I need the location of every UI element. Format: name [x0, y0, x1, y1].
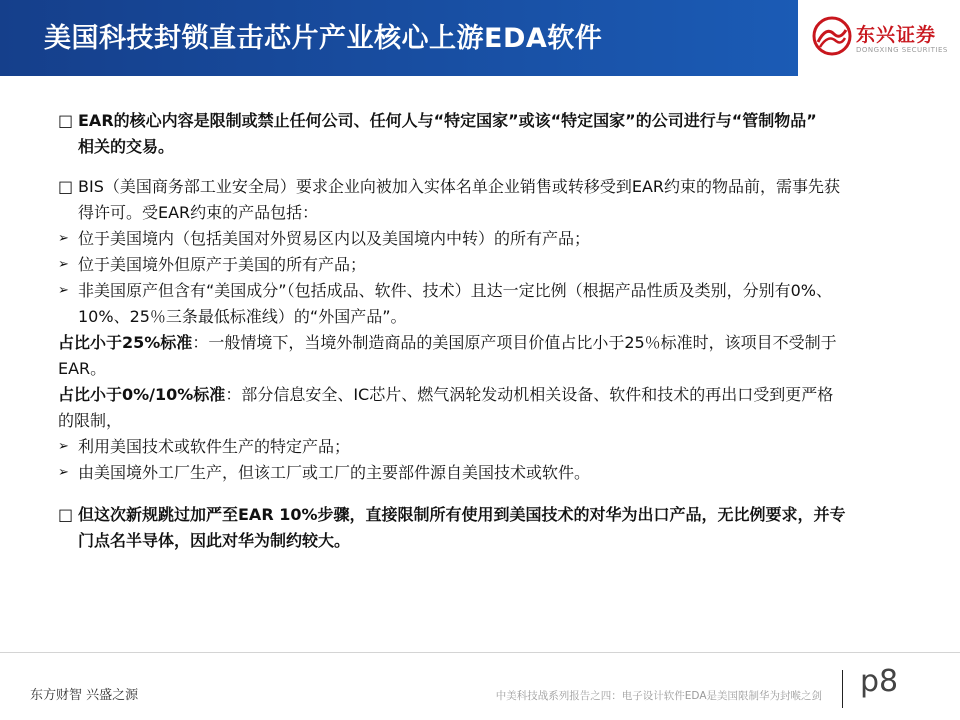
text-line: 的限制，: [58, 411, 123, 430]
footer-report-title: 中美科技战系列报告之四：电子设计软件EDA是美国限制华为封喉之剑: [495, 690, 822, 702]
rule-0-10-percent: [58, 382, 932, 434]
list-item: [58, 460, 932, 486]
square-bullet-icon: □: [58, 111, 74, 130]
text-line: 得许可。受EAR约束的产品包括：: [78, 203, 319, 222]
company-logo: [798, 0, 960, 76]
logo-text-en: DONGXING SECURITIES: [856, 46, 948, 54]
text-line: [58, 330, 932, 356]
list-item-text: 10%、25％三条最低标准线）的“外国产品”。: [78, 307, 407, 326]
arrow-bullet-icon: ➢: [58, 465, 69, 480]
text-line: [58, 382, 932, 408]
arrow-bullet-icon: ➢: [58, 231, 69, 246]
page-number-separator: [842, 670, 843, 708]
list-item-text: 位于美国境内（包括美国对外贸易区内以及美国境内中转）的所有产品；: [78, 229, 591, 248]
text-line: 相关的交易。: [78, 137, 175, 156]
slide-header: [0, 0, 960, 76]
list-item-text: 非美国原产但含有“美国成分”（包括成品、软件、技术）且达一定比例（根据产品性质及类别，分别有0%、: [78, 281, 832, 300]
paragraph-new-rule: [58, 502, 932, 554]
arrow-bullet-icon: ➢: [58, 257, 69, 272]
list-item: [58, 434, 932, 460]
paragraph-bis: [58, 174, 932, 226]
text-line: EAR。: [58, 359, 107, 378]
list-item: [58, 252, 932, 278]
list-item-text: 利用美国技术或软件生产的特定产品；: [78, 437, 351, 456]
rule-0-label: 占比小于0%/10%标准: [58, 385, 226, 404]
arrow-bullet-icon: ➢: [58, 283, 69, 298]
page-number: p8: [860, 664, 899, 699]
logo-text-cn: 东兴证券: [856, 24, 937, 46]
rule-0-text: ：部分信息安全、IC芯片、燃气涡轮发动机相关设备、软件和技术的再出口受到更严格: [225, 385, 834, 404]
text-line: BIS（美国商务部工业安全局）要求企业向被加入实体名单企业销售或转移受到EAR约束的物品前，需事先获: [78, 177, 841, 196]
list-item: [58, 278, 932, 330]
paragraph-ear-core: [58, 108, 932, 160]
text-line: EAR的核心内容是限制或禁止任何公司、任何人与“特定国家”或该“特定国家”的公司进行与“管制物品”: [78, 111, 817, 130]
square-bullet-icon: □: [58, 505, 74, 524]
slide-content: [58, 108, 932, 554]
text-line: 门点名半导体，因此对华为制约较大。: [78, 531, 351, 550]
square-bullet-icon: □: [58, 177, 74, 196]
title-bar: [0, 0, 798, 76]
text-line: 但这次新规跳过加严至EAR 10%步骤，直接限制所有使用到美国技术的对华为出口产品，无比例要求，并专: [78, 505, 846, 524]
list-item-text: 位于美国境外但原产于美国的所有产品；: [78, 255, 367, 274]
list-item: [58, 226, 932, 252]
dongxing-logo-icon: [812, 16, 852, 56]
list-item-text: 由美国境外工厂生产，但该工厂或工厂的主要部件源自美国技术或软件。: [78, 463, 591, 482]
rule-25-text: ：一般情境下，当境外制造商品的美国原产项目价值占比小于25％标准时，该项目不受制于: [192, 333, 837, 352]
rule-25-label: 占比小于25%标准: [58, 333, 193, 352]
footer-slogan: 东方财智 兴盛之源: [30, 688, 139, 703]
rule-25-percent: [58, 330, 932, 382]
footer-divider: [0, 652, 960, 653]
arrow-bullet-icon: ➢: [58, 439, 69, 454]
slide-title: 美国科技封锁直击芯片产业核心上游EDA软件: [44, 23, 603, 54]
